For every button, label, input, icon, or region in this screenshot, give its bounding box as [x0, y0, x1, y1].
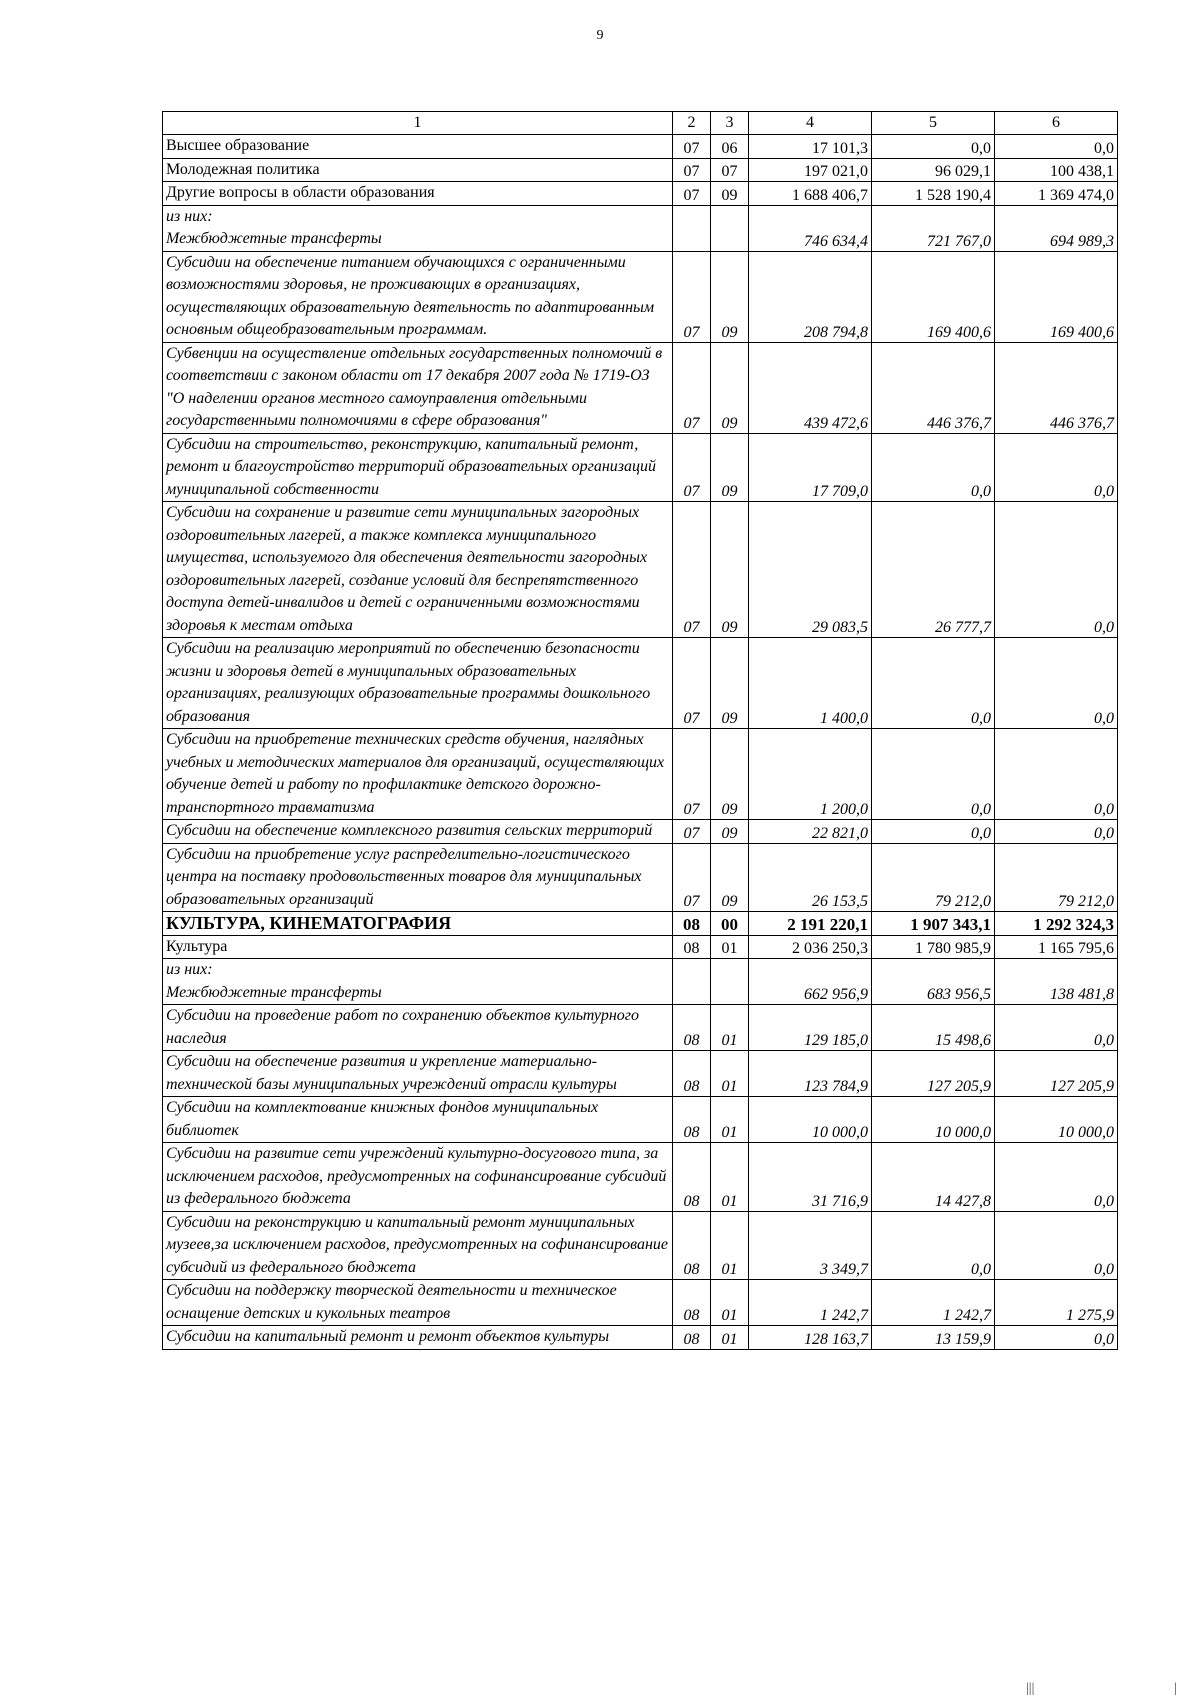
row-value-col-6: 1 292 324,3	[995, 912, 1118, 936]
row-name: Субсидии на комплектование книжных фондов муниципальных библиотек	[163, 1097, 673, 1143]
row-value-col-4: 746 634,4	[749, 205, 872, 251]
table-row	[163, 1051, 1118, 1097]
row-section-code: 08	[673, 912, 711, 936]
row-section-code: 07	[673, 820, 711, 844]
row-value-col-5: 721 767,0	[872, 205, 995, 251]
row-value-col-6: 10 000,0	[995, 1097, 1118, 1143]
row-name: из них: Межбюджетные трансферты	[163, 205, 673, 251]
table-row	[163, 182, 1118, 206]
row-name: Субсидии на развитие сети учреждений культурно-досугового типа, за исключением расходов, предусмотренных на софинансирование субсидий из федерального бюджета	[163, 1143, 673, 1212]
row-value-col-6: 0,0	[995, 1211, 1118, 1280]
budget-table	[162, 111, 1118, 1350]
row-subsection-code: 01	[711, 1051, 749, 1097]
row-value-col-4: 29 083,5	[749, 502, 872, 638]
row-value-col-4: 1 200,0	[749, 729, 872, 820]
table-row	[163, 638, 1118, 729]
row-section-code: 07	[673, 843, 711, 912]
row-subsection-code: 01	[711, 1211, 749, 1280]
row-value-col-4: 1 242,7	[749, 1280, 872, 1326]
row-value-col-4: 17 709,0	[749, 433, 872, 502]
row-value-col-5: 0,0	[872, 820, 995, 844]
row-name: Субсидии на капитальный ремонт и ремонт объектов культуры	[163, 1326, 673, 1350]
row-section-code	[673, 205, 711, 251]
table-row	[163, 1211, 1118, 1280]
row-section-code: 08	[673, 1326, 711, 1350]
table-row	[163, 1326, 1118, 1350]
row-value-col-5: 0,0	[872, 638, 995, 729]
row-name: Субсидии на поддержку творческой деятельности и техническое оснащение детских и кукольных театров	[163, 1280, 673, 1326]
row-value-col-4: 10 000,0	[749, 1097, 872, 1143]
row-value-col-4: 1 688 406,7	[749, 182, 872, 206]
row-subsection-code: 00	[711, 912, 749, 936]
row-value-col-6: 127 205,9	[995, 1051, 1118, 1097]
row-subsection-code: 06	[711, 135, 749, 159]
row-section-code: 07	[673, 182, 711, 206]
table-row	[163, 342, 1118, 433]
table-row	[163, 1280, 1118, 1326]
header-col-1: 1	[163, 112, 673, 135]
row-subsection-code: 01	[711, 1097, 749, 1143]
row-subsection-code: 09	[711, 843, 749, 912]
row-subsection-code: 01	[711, 1005, 749, 1051]
table-row	[163, 935, 1118, 959]
row-name: Другие вопросы в области образования	[163, 182, 673, 206]
row-section-code: 07	[673, 158, 711, 182]
scan-mark: |	[1174, 1681, 1177, 1696]
row-name: из них: Межбюджетные трансферты	[163, 959, 673, 1005]
row-section-code: 08	[673, 1051, 711, 1097]
table-row	[163, 1097, 1118, 1143]
row-value-col-4: 197 021,0	[749, 158, 872, 182]
row-value-col-5: 15 498,6	[872, 1005, 995, 1051]
row-value-col-5: 1 907 343,1	[872, 912, 995, 936]
header-row	[163, 112, 1118, 135]
table-row	[163, 205, 1118, 251]
table-row	[163, 729, 1118, 820]
row-section-code: 08	[673, 1005, 711, 1051]
row-subsection-code: 01	[711, 1326, 749, 1350]
table-row	[163, 912, 1118, 936]
table-row	[163, 820, 1118, 844]
row-value-col-4: 31 716,9	[749, 1143, 872, 1212]
row-name: Субсидии на реализацию мероприятий по обеспечению безопасности жизни и здоровья детей в муниципальных образовательных организациях, реализующих образовательные программы дошкольного образования	[163, 638, 673, 729]
row-name: Субсидии на приобретение услуг распределительно-логистического центра на поставку продовольственных товаров для муниципальных образовательных организаций	[163, 843, 673, 912]
row-section-code: 07	[673, 433, 711, 502]
row-name: Субвенции на осуществление отдельных государственных полномочий в соответствии с законом области от 17 декабря 2007 года № 1719-ОЗ "О наделении органов местного самоуправления отдельными государственными полномочиями в сфере образования"	[163, 342, 673, 433]
row-section-code: 07	[673, 638, 711, 729]
row-subsection-code: 09	[711, 729, 749, 820]
row-value-col-6: 694 989,3	[995, 205, 1118, 251]
table-row	[163, 158, 1118, 182]
row-section-code	[673, 959, 711, 1005]
row-value-col-6: 100 438,1	[995, 158, 1118, 182]
row-name: Субсидии на обеспечение комплексного развития сельских территорий	[163, 820, 673, 844]
row-subsection-code: 01	[711, 1280, 749, 1326]
row-value-col-4: 1 400,0	[749, 638, 872, 729]
header-col-5: 5	[872, 112, 995, 135]
table-row	[163, 135, 1118, 159]
row-name: Субсидии на проведение работ по сохранению объектов культурного наследия	[163, 1005, 673, 1051]
row-value-col-4: 2 191 220,1	[749, 912, 872, 936]
row-value-col-4: 26 153,5	[749, 843, 872, 912]
row-value-col-4: 129 185,0	[749, 1005, 872, 1051]
row-section-code: 07	[673, 729, 711, 820]
row-value-col-6: 1 369 474,0	[995, 182, 1118, 206]
row-value-col-4: 22 821,0	[749, 820, 872, 844]
row-subsection-code: 09	[711, 342, 749, 433]
table-row	[163, 1143, 1118, 1212]
row-subsection-code: 01	[711, 1143, 749, 1212]
row-value-col-4: 2 036 250,3	[749, 935, 872, 959]
row-value-col-6: 0,0	[995, 729, 1118, 820]
row-section-code: 07	[673, 135, 711, 159]
row-value-col-5: 0,0	[872, 135, 995, 159]
row-value-col-5: 683 956,5	[872, 959, 995, 1005]
row-section-code: 08	[673, 1143, 711, 1212]
row-subsection-code: 09	[711, 502, 749, 638]
row-name: Культура	[163, 935, 673, 959]
row-section-code: 07	[673, 342, 711, 433]
row-name: Субсидии на обеспечение развития и укрепление материально-технической базы муниципальных учреждений отрасли культуры	[163, 1051, 673, 1097]
row-value-col-6: 79 212,0	[995, 843, 1118, 912]
row-subsection-code: 09	[711, 820, 749, 844]
row-value-col-5: 446 376,7	[872, 342, 995, 433]
row-subsection-code: 07	[711, 158, 749, 182]
row-value-col-5: 0,0	[872, 729, 995, 820]
header-col-4: 4	[749, 112, 872, 135]
row-section-code: 08	[673, 935, 711, 959]
row-value-col-6: 0,0	[995, 502, 1118, 638]
budget-table-container	[162, 111, 1117, 1350]
row-value-col-4: 439 472,6	[749, 342, 872, 433]
row-subsection-code: 09	[711, 182, 749, 206]
header-col-3: 3	[711, 112, 749, 135]
row-subsection-code: 09	[711, 433, 749, 502]
row-value-col-6: 0,0	[995, 135, 1118, 159]
row-name: КУЛЬТУРА, КИНЕМАТОГРАФИЯ	[163, 912, 673, 936]
row-section-code: 07	[673, 251, 711, 342]
row-value-col-4: 662 956,9	[749, 959, 872, 1005]
row-name: Субсидии на обеспечение питанием обучающихся с ограниченными возможностями здоровья, не проживающих в организациях, осуществляющих образовательную деятельность по адаптированным основным общеобразовательным программам.	[163, 251, 673, 342]
table-row	[163, 502, 1118, 638]
row-value-col-5: 14 427,8	[872, 1143, 995, 1212]
row-value-col-6: 446 376,7	[995, 342, 1118, 433]
row-subsection-code	[711, 959, 749, 1005]
row-value-col-6: 0,0	[995, 1005, 1118, 1051]
row-value-col-4: 123 784,9	[749, 1051, 872, 1097]
row-value-col-5: 169 400,6	[872, 251, 995, 342]
row-value-col-5: 96 029,1	[872, 158, 995, 182]
row-name: Субсидии на сохранение и развитие сети муниципальных загородных оздоровительных лагерей, а также комплекса муниципального имущества, используемого для обеспечения деятельности загородных оздоровительных лагерей, создание условий для беспрепятственного доступа детей-инвалидов и детей с ограниченными возможностями здоровья к местам отдыха	[163, 502, 673, 638]
row-value-col-6: 0,0	[995, 820, 1118, 844]
row-name: Субсидии на строительство, реконструкцию, капитальный ремонт, ремонт и благоустройство территорий образовательных организаций муниципальной собственности	[163, 433, 673, 502]
row-value-col-4: 208 794,8	[749, 251, 872, 342]
page-number: 9	[596, 28, 604, 43]
row-name: Высшее образование	[163, 135, 673, 159]
row-value-col-5: 1 528 190,4	[872, 182, 995, 206]
row-value-col-6: 0,0	[995, 1143, 1118, 1212]
row-name: Молодежная политика	[163, 158, 673, 182]
row-value-col-6: 1 275,9	[995, 1280, 1118, 1326]
row-subsection-code	[711, 205, 749, 251]
row-value-col-6: 0,0	[995, 1326, 1118, 1350]
row-value-col-6: 169 400,6	[995, 251, 1118, 342]
row-value-col-6: 0,0	[995, 433, 1118, 502]
row-value-col-5: 127 205,9	[872, 1051, 995, 1097]
row-value-col-5: 26 777,7	[872, 502, 995, 638]
row-section-code: 08	[673, 1097, 711, 1143]
row-subsection-code: 09	[711, 251, 749, 342]
row-value-col-5: 79 212,0	[872, 843, 995, 912]
table-row	[163, 251, 1118, 342]
scan-mark: |||	[1026, 1681, 1035, 1696]
table-row	[163, 1005, 1118, 1051]
header-col-6: 6	[995, 112, 1118, 135]
row-value-col-5: 13 159,9	[872, 1326, 995, 1350]
table-row	[163, 433, 1118, 502]
row-section-code: 07	[673, 502, 711, 638]
row-subsection-code: 09	[711, 638, 749, 729]
row-subsection-code: 01	[711, 935, 749, 959]
row-value-col-5: 10 000,0	[872, 1097, 995, 1143]
row-name: Субсидии на реконструкцию и капитальный ремонт муниципальных музеев,за исключением расходов, предусмотренных на софинансирование субсидий из федерального бюджета	[163, 1211, 673, 1280]
header-col-2: 2	[673, 112, 711, 135]
row-value-col-4: 17 101,3	[749, 135, 872, 159]
row-section-code: 08	[673, 1211, 711, 1280]
row-value-col-5: 1 780 985,9	[872, 935, 995, 959]
row-value-col-5: 0,0	[872, 433, 995, 502]
row-value-col-4: 128 163,7	[749, 1326, 872, 1350]
table-row	[163, 959, 1118, 1005]
row-section-code: 08	[673, 1280, 711, 1326]
row-value-col-6: 1 165 795,6	[995, 935, 1118, 959]
table-row	[163, 843, 1118, 912]
row-name: Субсидии на приобретение технических средств обучения, наглядных учебных и методических материалов для организаций, осуществляющих обучение детей и работу по профилактике детского дорожно-транспортного травматизма	[163, 729, 673, 820]
row-value-col-6: 0,0	[995, 638, 1118, 729]
row-value-col-5: 0,0	[872, 1211, 995, 1280]
row-value-col-4: 3 349,7	[749, 1211, 872, 1280]
row-value-col-5: 1 242,7	[872, 1280, 995, 1326]
row-value-col-6: 138 481,8	[995, 959, 1118, 1005]
